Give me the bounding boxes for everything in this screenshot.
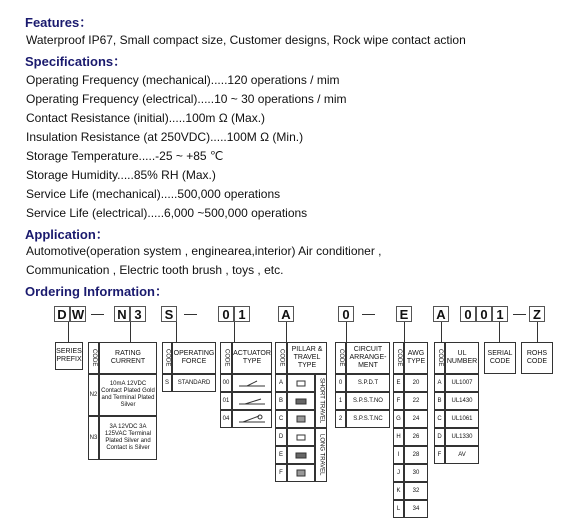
rating-text: 3A 12VDC 3A 125VAC Terminal Plated Silver and Contact is Silver — [99, 416, 157, 460]
ul-code: B — [434, 392, 445, 410]
awg-code: E — [393, 374, 404, 392]
rohs-code-box: ROHS CODE — [521, 342, 553, 374]
spec-line: Service Life (mechanical).....500,000 operations — [26, 187, 281, 201]
pillar-drawing — [287, 464, 315, 482]
circuit-text: S.P.S.T.NC — [346, 410, 390, 428]
spec-line: Operating Frequency (electrical).....10 ~ 30 operations / mim — [26, 92, 347, 106]
pillar-icon — [294, 414, 308, 424]
part-dash: — — [184, 306, 197, 321]
part-cell: N — [114, 306, 130, 322]
awg-value: 28 — [404, 446, 428, 464]
actuator-drawing — [232, 410, 272, 428]
spec-line: Operating Frequency (mechanical).....120 operations / mim — [26, 73, 340, 87]
rating-text: 10mA 12VDC Contact Plated Gold and Terminal Plated Silver — [99, 374, 157, 416]
awg-header: AWG TYPE — [404, 342, 428, 374]
pillar-code: E — [275, 446, 287, 464]
part-cell: 0 — [338, 306, 354, 322]
awg-code: F — [393, 392, 404, 410]
pillar-drawing — [287, 392, 315, 410]
ul-code: C — [434, 410, 445, 428]
spec-line: Contact Resistance (initial).....100m Ω (Max.) — [26, 111, 266, 125]
part-dash: — — [362, 306, 375, 321]
circuit-text: S.P.S.T.NO — [346, 392, 390, 410]
part-cell: A — [278, 306, 294, 322]
connector-line — [176, 322, 177, 342]
part-cell: W — [71, 306, 85, 322]
actuator-code: 01 — [220, 392, 232, 410]
pillar-code: F — [275, 464, 287, 482]
ul-value: UL1061 — [445, 410, 479, 428]
rating-header: RATING CURRENT — [99, 342, 157, 374]
circuit-code: 2 — [335, 410, 346, 428]
awg-value: 34 — [404, 500, 428, 518]
awg-value: 20 — [404, 374, 428, 392]
pillar-icon — [294, 396, 308, 406]
short-travel-label: SHORT TRAVEL — [315, 374, 327, 428]
awg-code: G — [393, 410, 404, 428]
awg-code: I — [393, 446, 404, 464]
spec-line: Service Life (electrical).....6,000 ~500,000 operations — [26, 206, 308, 220]
pillar-drawing — [287, 374, 315, 392]
pillar-drawing — [287, 446, 315, 464]
connector-line — [130, 322, 131, 342]
ul-code: A — [434, 374, 445, 392]
part-dash: — — [513, 306, 526, 321]
pillar-drawing — [287, 410, 315, 428]
connector-line — [537, 322, 538, 342]
features-heading: Features： — [25, 15, 93, 30]
actuator-straight-icon — [237, 378, 267, 388]
pillar-header: PILLAR & TRAVEL TYPE — [287, 342, 327, 374]
spec-line: Insulation Resistance (at 250VDC).....100M Ω (Min.) — [26, 130, 304, 144]
code-label: CODE — [275, 342, 287, 374]
awg-value: 24 — [404, 410, 428, 428]
awg-code: K — [393, 482, 404, 500]
force-text: STANDARD — [172, 374, 216, 392]
pillar-icon — [294, 468, 308, 478]
awg-code: H — [393, 428, 404, 446]
application-heading: Application： — [25, 227, 109, 242]
application-line: Communication , Electric tooth brush , toys , etc. — [26, 263, 284, 277]
ul-value: UL1007 — [445, 374, 479, 392]
actuator-drawing — [232, 374, 272, 392]
connector-line — [499, 322, 500, 342]
actuator-lever-icon — [237, 396, 267, 406]
code-label: CODE — [220, 342, 232, 374]
awg-value: 22 — [404, 392, 428, 410]
force-header: OPERATING FORCE — [172, 342, 216, 374]
rating-code: N2 — [88, 374, 99, 416]
serial-code-box: SERIAL CODE — [484, 342, 516, 374]
part-cell: S — [161, 306, 177, 322]
awg-code: L — [393, 500, 404, 518]
code-label: CODE — [434, 342, 445, 374]
circuit-text: S.P.D.T — [346, 374, 390, 392]
connector-line — [286, 322, 287, 342]
ul-code: D — [434, 428, 445, 446]
actuator-code: 04 — [220, 410, 232, 428]
connector-line — [346, 322, 347, 342]
spec-line: Storage Temperature.....-25 ~ +85 ℃ — [26, 149, 224, 163]
force-code: S — [162, 374, 172, 392]
part-cell: A — [433, 306, 449, 322]
ul-header: UL NUMBER — [445, 342, 479, 374]
part-cell: 1 — [234, 306, 250, 322]
actuator-drawing — [232, 392, 272, 410]
part-cell: 1 — [492, 306, 508, 322]
part-cell: 0 — [476, 306, 492, 322]
spec-line: Storage Humidity.....85% RH (Max.) — [26, 168, 216, 182]
pillar-code: A — [275, 374, 287, 392]
circuit-code: 0 — [335, 374, 346, 392]
part-cell: 3 — [130, 306, 146, 322]
ul-code: F — [434, 446, 445, 464]
part-dash: — — [91, 306, 104, 321]
code-label: CODE — [393, 342, 404, 374]
awg-value: 26 — [404, 428, 428, 446]
connector-line — [234, 322, 235, 342]
code-label: CODE — [88, 342, 99, 374]
specifications-heading: Specifications： — [25, 54, 127, 69]
application-line: Automotive(operation system , enginearea,interior) Air conditioner , — [26, 244, 382, 258]
ordering-heading: Ordering Information： — [25, 284, 169, 299]
features-text: Waterproof IP67, Small compact size, Customer designs, Rock wipe contact action — [26, 33, 466, 47]
pillar-code: D — [275, 428, 287, 446]
actuator-roller-icon — [237, 414, 267, 424]
pillar-icon — [294, 432, 308, 442]
ul-value: UL1430 — [445, 392, 479, 410]
series-prefix-box: SERIES PREFIX — [55, 342, 83, 370]
ul-value: AV — [445, 446, 479, 464]
part-cell: 0 — [218, 306, 234, 322]
awg-code: J — [393, 464, 404, 482]
pillar-icon — [294, 378, 308, 388]
connector-line — [404, 322, 405, 342]
part-cell: Z — [529, 306, 545, 322]
pillar-drawing — [287, 428, 315, 446]
circuit-code: 1 — [335, 392, 346, 410]
actuator-header: ACTUATOR TYPE — [232, 342, 272, 374]
rating-code: N3 — [88, 416, 99, 460]
code-label: CODE — [335, 342, 346, 374]
pillar-code: B — [275, 392, 287, 410]
part-cell: D — [54, 306, 70, 322]
pillar-code: C — [275, 410, 287, 428]
ul-value: UL1330 — [445, 428, 479, 446]
circuit-header: CIRCUIT ARRANGE- MENT — [346, 342, 390, 374]
pillar-icon — [294, 450, 308, 460]
actuator-code: 00 — [220, 374, 232, 392]
connector-line — [68, 322, 69, 342]
awg-value: 32 — [404, 482, 428, 500]
long-travel-label: LONG TRAVEL — [315, 428, 327, 482]
part-cell: 0 — [460, 306, 476, 322]
awg-value: 30 — [404, 464, 428, 482]
code-label: CODE — [162, 342, 172, 374]
part-cell: E — [396, 306, 412, 322]
connector-line — [441, 322, 442, 342]
